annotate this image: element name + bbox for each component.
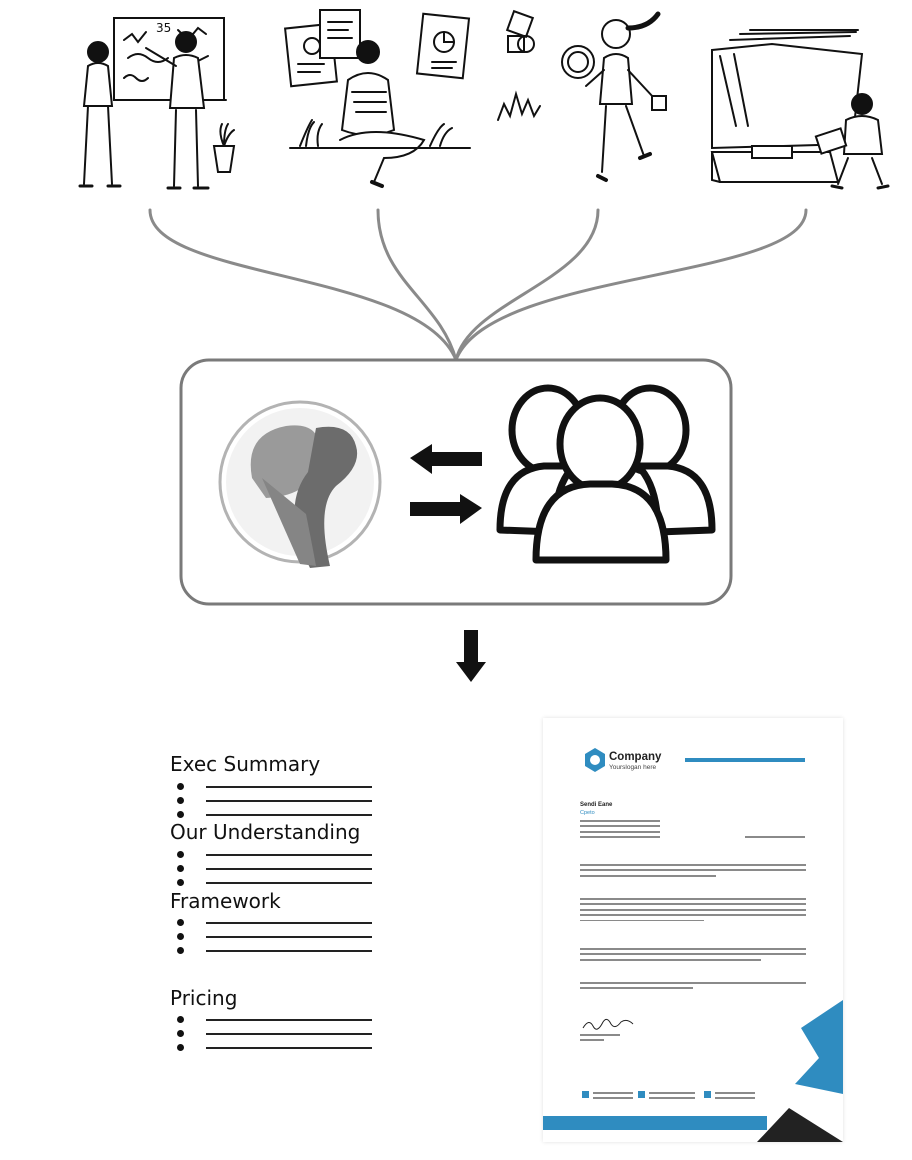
letterhead-graphics [543, 718, 843, 1142]
footer-bar [543, 1116, 767, 1130]
footer-contact [593, 1092, 633, 1103]
body-paragraph [580, 898, 806, 925]
whiteboard-team-sketch [80, 18, 234, 188]
sender-name: Sendi Eane [580, 802, 613, 808]
bullet-line [177, 916, 372, 930]
bullet-line [177, 780, 372, 794]
bullet-line [177, 794, 372, 808]
section-title-pricing: Pricing [170, 986, 238, 1010]
letterhead-document [543, 718, 843, 1142]
body-paragraph [580, 982, 806, 993]
board-number: 35 [156, 21, 172, 35]
bullet-line [177, 1041, 372, 1055]
contact-lines [580, 820, 660, 842]
section-title-our-understanding: Our Understanding [170, 820, 361, 844]
bullet-line [177, 930, 372, 944]
bullet-line [177, 862, 372, 876]
team-group-icon [500, 388, 712, 560]
bullet-line [177, 848, 372, 862]
bullet-line [177, 1013, 372, 1027]
footer-contact [715, 1092, 755, 1103]
converging-lines [150, 210, 806, 360]
analyst-jumping-sketch [498, 11, 666, 180]
bullet-line [177, 944, 372, 958]
signature-block [580, 1034, 620, 1045]
corner-accent [795, 1000, 843, 1094]
footer-contact [649, 1092, 695, 1103]
bullet-line [177, 1027, 372, 1041]
proposal-outline [140, 718, 445, 1138]
company-tagline: Yourslogan here [609, 764, 657, 771]
date-line [745, 836, 805, 841]
bullet-line [177, 876, 372, 890]
sender-role: Cpeto [580, 810, 595, 816]
folders-archive-sketch [712, 30, 888, 188]
company-name: Company [609, 751, 662, 763]
header-accent-bar [685, 758, 805, 762]
body-paragraph [580, 948, 806, 964]
section-title-exec-summary: Exec Summary [170, 752, 321, 776]
documents-reader-sketch [285, 10, 470, 186]
down-arrow-icon [456, 630, 486, 682]
section-title-framework: Framework [170, 889, 281, 913]
body-paragraph [580, 864, 806, 880]
